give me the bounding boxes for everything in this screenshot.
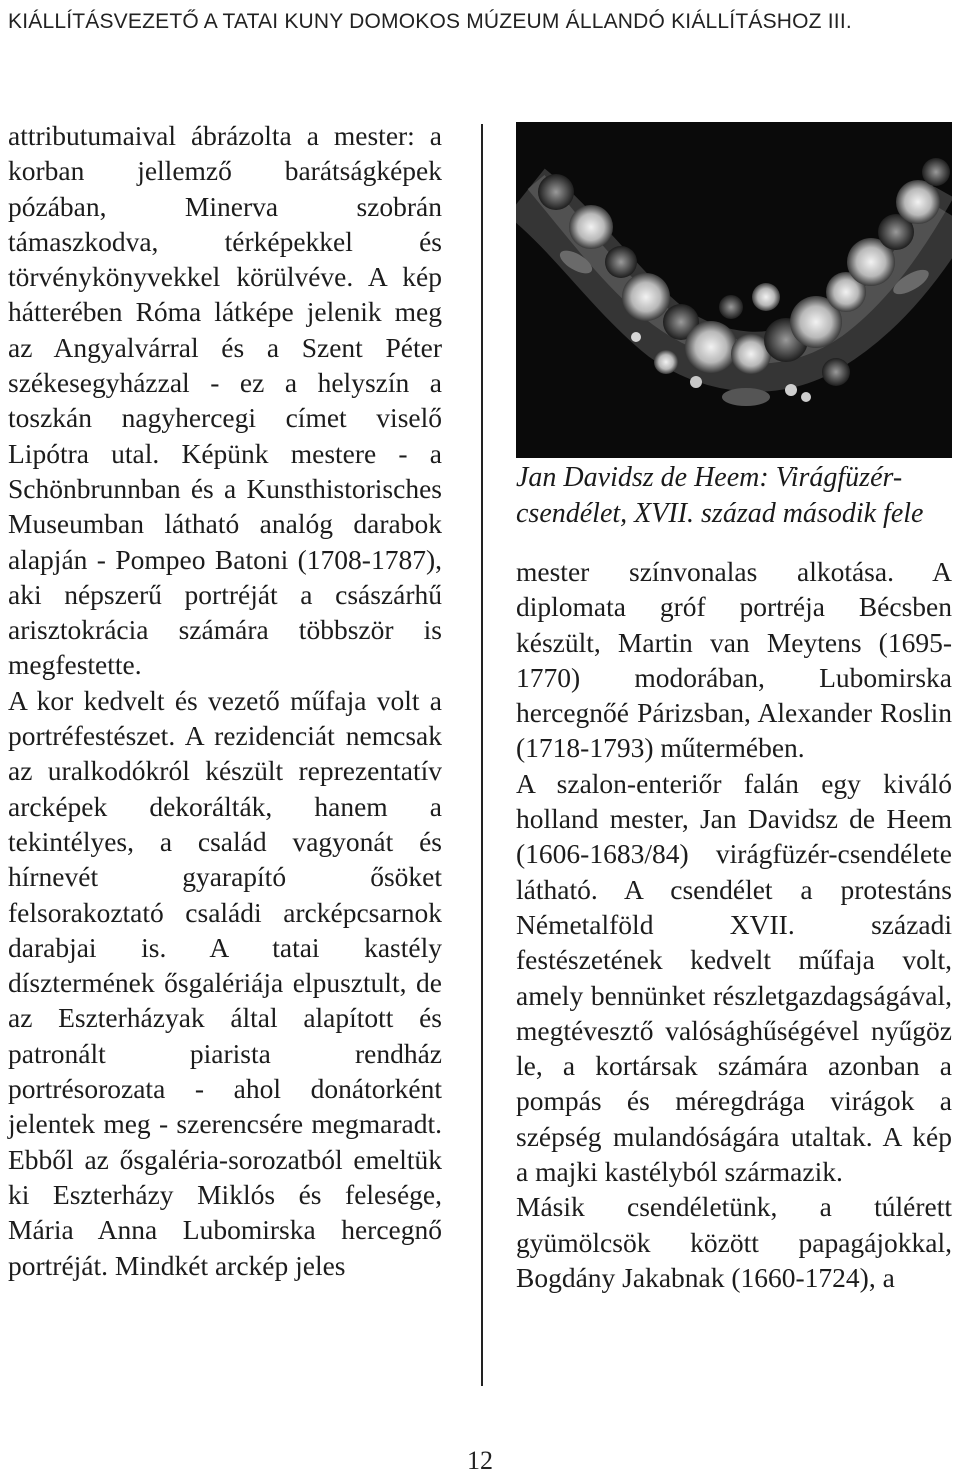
paragraph: A kor kedvelt és vezető műfaja volt a portréfestészet. A rezidenciát nemcsak az uralkodókról készült reprezentatív arcképek dekorálták, hanem a tekintélyes, a család vagyonát és hírnevét gyarapító ősöket felsorakoztató családi arcképcsarnok darabjai is. A tatai kastély dísztermének ősgalériája elpusztult, de az Eszterházyak által alapított és patronált piarista rendház portrésorozata - ahol donátorként jelentek meg - szerencsére megmaradt. Ebből az ősgaléria-sorozatból emeltük ki Eszterházy Miklós és felesége, Mária Anna Lubomirska hercegnő portréját. Mindkét arckép jeles (8, 684, 442, 1281)
paragraph: mester színvonalas alkotása. A diplomata gróf portréja Bécsben készült, Martin van Meytens (1695-1770) modorában, Lubomirska hercegnőé Párizsban, Alexander Roslin (1718-1793) műtermében. (516, 556, 952, 764)
flower-garland-painting-image (516, 122, 952, 458)
paragraph: Másik csendéletünk, a túlérett gyümölcsök között papagájokkal, Bogdány Jakabnak (1660-1724), a (516, 1191, 952, 1293)
page-number: 12 (467, 1446, 493, 1475)
flower-garland-painting-icon (516, 122, 952, 458)
figure-caption: Jan Davidsz de Heem: Virágfüzér-csendélet, XVII. század második fele (516, 462, 924, 529)
column-divider (481, 124, 483, 1386)
right-text-column (516, 554, 952, 1295)
paragraph: attributumaival ábrázolta a mester: a korban jellemző barátságképek pózában, Minerva szobrán támaszkodva, térképekkel és törvénykönyvekkel körülvéve. A kép hátterében Róma látképe jelenik meg az Angyalvárral és a Szent Péter székesegyházzal - ez a helyszín a toszkán nagyhercegi címet viselő Lipótra utal. Képünk mestere - a Schönbrunnban és a Kunsthistorisches Museumban látható analóg darabok alapján - Pompeo Batoni (1708-1787), aki népszerű portréját a császárhű arisztokrácia számára többször is megfestette. (8, 120, 442, 681)
running-header: KIÁLLÍTÁSVEZETŐ A TATAI KUNY DOMOKOS MÚZEUM ÁLLANDÓ KIÁLLÍTÁSHOZ III. (8, 10, 852, 33)
left-text-column (8, 118, 442, 1283)
paragraph: A szalon-enteriőr falán egy kiváló holland mester, Jan Davidsz de Heem (1606-1683/84) virágfüzér-csendélete látható. A csendélet a protestáns Németalföld XVII. századi festészetének kedvelt műfaja volt, amely bennünket részletgazdagságával, megtévesztő valósághűségével nyűgöz le, a kortársak számára azonban a pompás és méregdrága virágok a szépség mulandóságára utaltak. A kép a majki kastélyból származik. (516, 767, 952, 1188)
